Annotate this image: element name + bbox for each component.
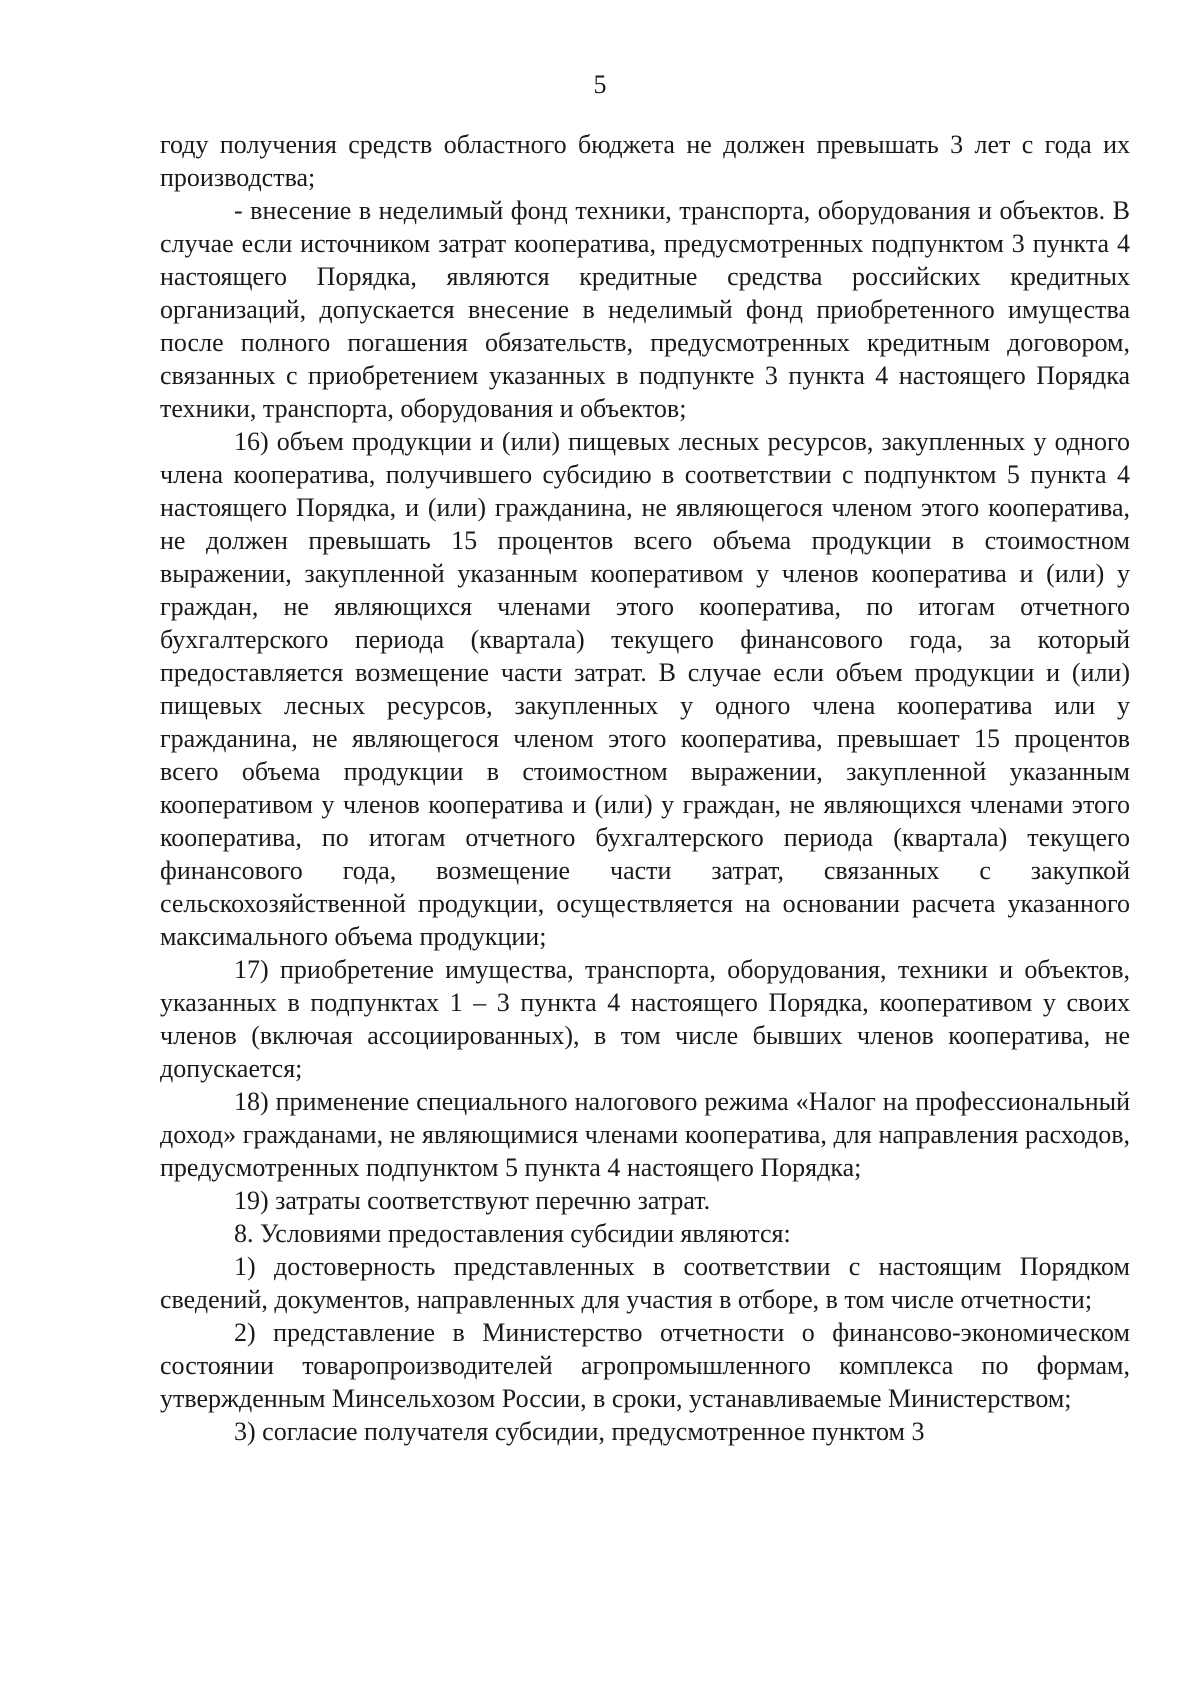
paragraph-condition-1: 1) достоверность представленных в соответствии с настоящим Порядком сведений, документов, направленных для участия в отборе, в том числе отчетности;: [160, 1252, 1130, 1314]
paragraph-item-17: 17) приобретение имущества, транспорта, оборудования, техники и объектов, указанных в подпунктах 1 – 3 пункта 4 настоящего Порядка, кооперативом у своих членов (включая ассоциированных), в том числе бывших членов кооператива, не допускается;: [160, 955, 1130, 1083]
paragraph-continuation: году получения средств областного бюджета не должен превышать 3 лет с года их производства;: [160, 130, 1130, 192]
paragraph-indivisible-fund: - внесение в неделимый фонд техники, транспорта, оборудования и объектов. В случае если источником затрат кооператива, предусмотренных подпунктом 3 пункта 4 настоящего Порядка, являются кредитные средства российских кредитных организаций, допускается внесение в неделимый фонд приобретенного имущества после полного погашения обязательств, предусмотренных кредитным договором, связанных с приобретением указанных в подпункте 3 пункта 4 настоящего Порядка техники, транспорта, оборудования и объектов;: [160, 196, 1130, 423]
paragraph-condition-3: 3) согласие получателя субсидии, предусмотренное пунктом 3: [234, 1417, 925, 1446]
paragraph-item-18: 18) применение специального налогового режима «Налог на профессиональный доход» гражданами, не являющимися членами кооператива, для направления расходов, предусмотренных подпунктом 5 пункта 4 настоящего Порядка;: [160, 1087, 1130, 1182]
paragraph-item-19: 19) затраты соответствуют перечню затрат.: [234, 1186, 711, 1215]
paragraph-condition-2: 2) представление в Министерство отчетности о финансово-экономическом состоянии товаропроизводителей агропромышленного комплекса по формам, утвержденным Минсельхозом России, в сроки, устанавливаемые Министерством;: [160, 1318, 1130, 1413]
page-number: 5: [593, 70, 607, 99]
document-body: [160, 128, 1130, 1448]
paragraph-item-16: 16) объем продукции и (или) пищевых лесных ресурсов, закупленных у одного члена кооператива, получившего субсидию в соответствии с подпунктом 5 пункта 4 настоящего Порядка, и (или) гражданина, не являющегося членом этого кооператива, не должен превышать 15 процентов всего объема продукции в стоимостном выражении, закупленной указанным кооперативом у членов кооператива и (или) у граждан, не являющихся членами этого кооператива, по итогам отчетного бухгалтерского периода (квартала) текущего финансового года, за который предоставляется возмещение части затрат. В случае если объем продукции и (или) пищевых лесных ресурсов, закупленных у одного члена кооператива или у гражданина, не являющегося членом этого кооператива, превышает 15 процентов всего объема продукции в стоимостном выражении, закупленной указанным кооперативом у членов кооператива и (или) у граждан, не являющихся членами этого кооператива, по итогам отчетного бухгалтерского периода (квартала) текущего финансового года, возмещение части затрат, связанных с закупкой сельскохозяйственной продукции, осуществляется на основании расчета указанного максимального объема продукции;: [160, 427, 1130, 951]
paragraph-section-8: 8. Условиями предоставления субсидии являются:: [234, 1219, 791, 1248]
